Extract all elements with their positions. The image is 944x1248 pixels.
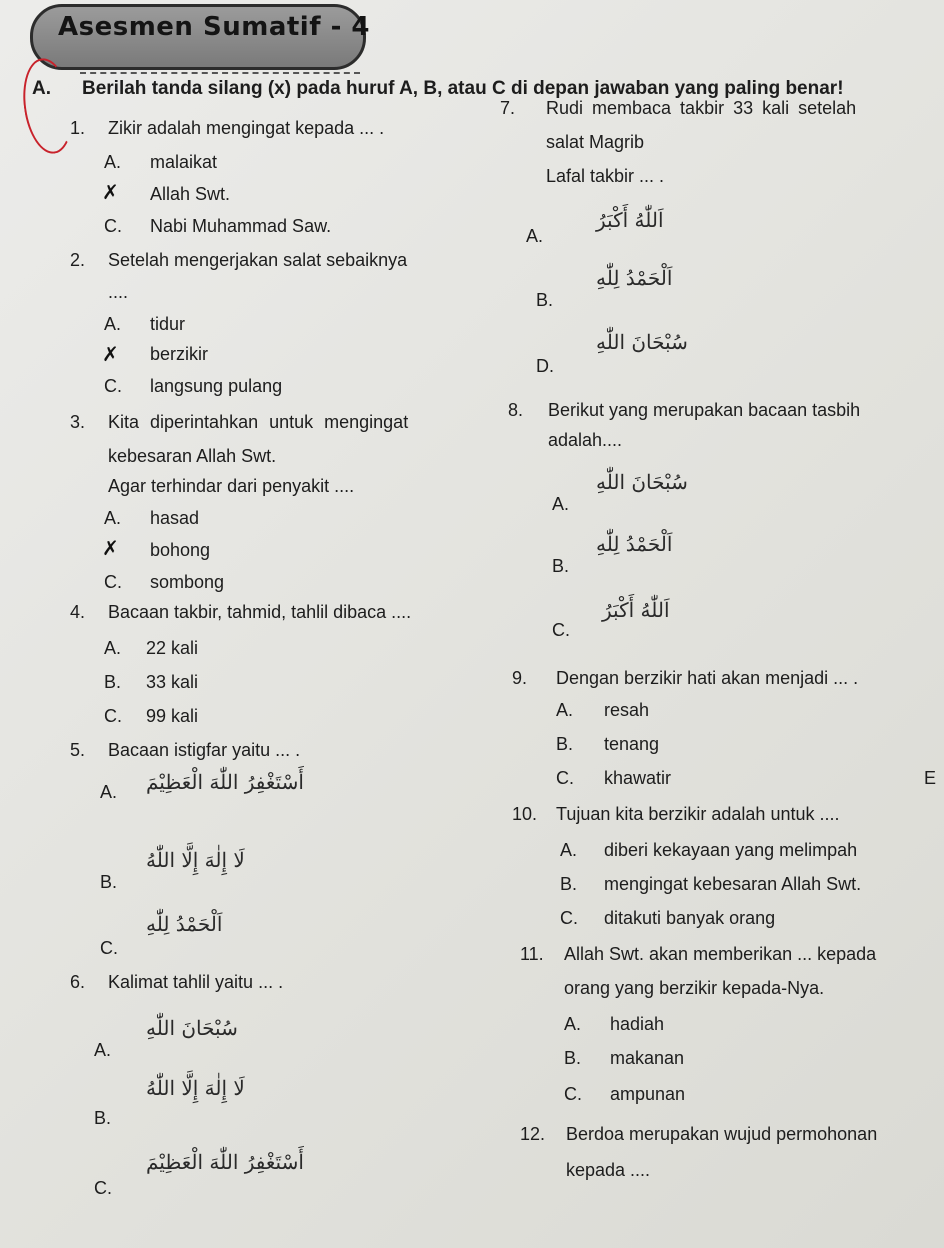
q3-question-cont: kebesaran Allah Swt. [108, 446, 277, 466]
q11-option-c-letter[interactable]: C. [564, 1084, 582, 1104]
q10-option-c[interactable]: ditakuti banyak orang [604, 908, 776, 928]
q1-question: Zikir adalah mengingat kepada ... . [108, 118, 385, 138]
q11-question-cont: orang yang berzikir kepada-Nya. [564, 978, 825, 998]
q8-option-b-arabic[interactable]: اَلْحَمْدُ لِلّٰهِ [596, 532, 673, 556]
q5-option-a-letter[interactable]: A. [100, 782, 118, 802]
q4-option-a-letter[interactable]: A. [104, 638, 122, 658]
q8-option-c-arabic[interactable]: اَللّٰهُ أَكْبَرُ [602, 598, 670, 622]
q5-option-c-arabic[interactable]: اَلْحَمْدُ لِلّٰهِ [146, 912, 223, 936]
q8-number: 8. [508, 400, 524, 420]
q3-option-c[interactable]: sombong [150, 572, 225, 592]
q1-option-c-letter[interactable]: C. [104, 216, 122, 236]
q1-option-a[interactable]: malaikat [150, 152, 218, 172]
q1-option-c[interactable]: Nabi Muhammad Saw. [150, 216, 332, 236]
q7-question-cont2: Lafal takbir ... . [546, 166, 665, 186]
q1-option-a-letter[interactable]: A. [104, 152, 122, 172]
q6-question: Kalimat tahlil yaitu ... . [108, 972, 284, 992]
q6-option-b-letter[interactable]: B. [94, 1108, 112, 1128]
q7-option-d-letter[interactable]: D. [536, 356, 554, 376]
q6-option-c-arabic[interactable]: أَسْتَغْفِرُ اللّٰهَ الْعَظِيْمَ [146, 1150, 304, 1174]
q9-option-a[interactable]: resah [604, 700, 650, 720]
cross-mark-icon: ✗ [102, 342, 119, 366]
q8-question-cont: adalah.... [548, 430, 623, 450]
q5-option-b-letter[interactable]: B. [100, 872, 118, 892]
q5-question: Bacaan istigfar yaitu ... . [108, 740, 301, 760]
q4-option-c-letter[interactable]: C. [104, 706, 122, 726]
q5-number: 5. [70, 740, 86, 760]
q6-option-a-letter[interactable]: A. [94, 1040, 112, 1060]
q4-option-b[interactable]: 33 kali [146, 672, 199, 692]
q10-option-b-letter[interactable]: B. [560, 874, 578, 894]
section-label: A. [32, 78, 51, 99]
q4-option-a[interactable]: 22 kali [146, 638, 199, 658]
q3-question: Kita diperintahkan untuk mengingat [108, 412, 409, 432]
q7-option-b-letter[interactable]: B. [536, 290, 554, 310]
q9-option-a-letter[interactable]: A. [556, 700, 574, 720]
q9-option-c-letter[interactable]: C. [556, 768, 574, 788]
title-underline [80, 72, 360, 74]
q6-option-a-arabic[interactable]: سُبْحَانَ اللّٰهِ [146, 1016, 238, 1040]
q10-number: 10. [512, 804, 538, 824]
q10-option-c-letter[interactable]: C. [560, 908, 578, 928]
q4-option-c[interactable]: 99 kali [146, 706, 199, 726]
q2-option-a-letter[interactable]: A. [104, 314, 122, 334]
q7-option-b-arabic[interactable]: اَلْحَمْدُ لِلّٰهِ [596, 266, 673, 290]
q7-question: Rudi membaca takbir 33 kali setelah [546, 98, 857, 118]
q9-option-c[interactable]: khawatir [604, 768, 672, 788]
q3-number: 3. [70, 412, 86, 432]
q2-option-c-letter[interactable]: C. [104, 376, 122, 396]
q9-option-b-letter[interactable]: B. [556, 734, 574, 754]
q11-option-a-letter[interactable]: A. [564, 1014, 582, 1034]
q11-option-c[interactable]: ampunan [610, 1084, 686, 1104]
q7-option-d-arabic[interactable]: سُبْحَانَ اللّٰهِ [596, 330, 688, 354]
q2-question: Setelah mengerjakan salat sebaiknya [108, 250, 408, 270]
q11-option-b[interactable]: makanan [610, 1048, 685, 1068]
q11-question: Allah Swt. akan memberikan ... kepada [564, 944, 877, 964]
edge-letter: E [924, 768, 937, 788]
cross-mark-icon: ✗ [102, 536, 119, 560]
q7-option-a-letter[interactable]: A. [526, 226, 544, 246]
q6-option-c-letter[interactable]: C. [94, 1178, 112, 1198]
q10-option-a-letter[interactable]: A. [560, 840, 578, 860]
q9-question: Dengan berzikir hati akan menjadi ... . [556, 668, 859, 688]
q1-option-b[interactable]: Allah Swt. [150, 184, 231, 204]
q2-number: 2. [70, 250, 86, 270]
q2-option-c[interactable]: langsung pulang [150, 376, 283, 396]
q4-option-b-letter[interactable]: B. [104, 672, 122, 692]
q3-option-c-letter[interactable]: C. [104, 572, 122, 592]
q2-question-cont: .... [108, 282, 129, 302]
q8-option-a-arabic[interactable]: سُبْحَانَ اللّٰهِ [596, 470, 688, 494]
q7-number: 7. [500, 98, 516, 118]
q2-option-b[interactable]: berzikir [150, 344, 209, 364]
q5-option-c-letter[interactable]: C. [100, 938, 118, 958]
q4-number: 4. [70, 602, 86, 622]
q12-question-cont: kepada .... [566, 1160, 651, 1180]
q3-option-a-letter[interactable]: A. [104, 508, 122, 528]
q10-question: Tujuan kita berzikir adalah untuk .... [556, 804, 840, 824]
q5-option-b-arabic[interactable]: لَا إِلٰهَ إِلَّا اللّٰهُ [146, 848, 245, 872]
q6-number: 6. [70, 972, 86, 992]
q4-question: Bacaan takbir, tahmid, tahlil dibaca .... [108, 602, 412, 622]
q12-question: Berdoa merupakan wujud permohonan [566, 1124, 878, 1144]
instruction-text: Berilah tanda silang (x) pada huruf A, B, atau C di depan jawaban yang paling benar! [82, 78, 844, 99]
page-title: Asesmen Sumatif - 4 [58, 12, 371, 42]
q6-option-b-arabic[interactable]: لَا إِلٰهَ إِلَّا اللّٰهُ [146, 1076, 245, 1100]
cross-mark-icon: ✗ [102, 180, 119, 204]
q11-option-a[interactable]: hadiah [610, 1014, 665, 1034]
q8-option-a-letter[interactable]: A. [552, 494, 570, 514]
q5-option-a-arabic[interactable]: أَسْتَغْفِرُ اللّٰهَ الْعَظِيْمَ [146, 770, 304, 794]
q7-question-cont: salat Magrib [546, 132, 645, 152]
q1-number: 1. [70, 118, 86, 138]
q2-option-a[interactable]: tidur [150, 314, 186, 334]
q9-option-b[interactable]: tenang [604, 734, 660, 754]
q3-option-b[interactable]: bohong [150, 540, 211, 560]
q12-number: 12. [520, 1124, 546, 1144]
q8-option-b-letter[interactable]: B. [552, 556, 570, 576]
q9-number: 9. [512, 668, 528, 688]
q7-option-a-arabic[interactable]: اَللّٰهُ أَكْبَرُ [596, 208, 664, 232]
q3-question-cont2: Agar terhindar dari penyakit .... [108, 476, 355, 496]
q11-number: 11. [520, 944, 544, 964]
q3-option-a[interactable]: hasad [150, 508, 200, 528]
q8-question: Berikut yang merupakan bacaan tasbih [548, 400, 861, 420]
q10-option-a[interactable]: diberi kekayaan yang melimpah [604, 840, 858, 860]
q8-option-c-letter[interactable]: C. [552, 620, 570, 640]
q10-option-b[interactable]: mengingat kebesaran Allah Swt. [604, 874, 862, 894]
q11-option-b-letter[interactable]: B. [564, 1048, 582, 1068]
